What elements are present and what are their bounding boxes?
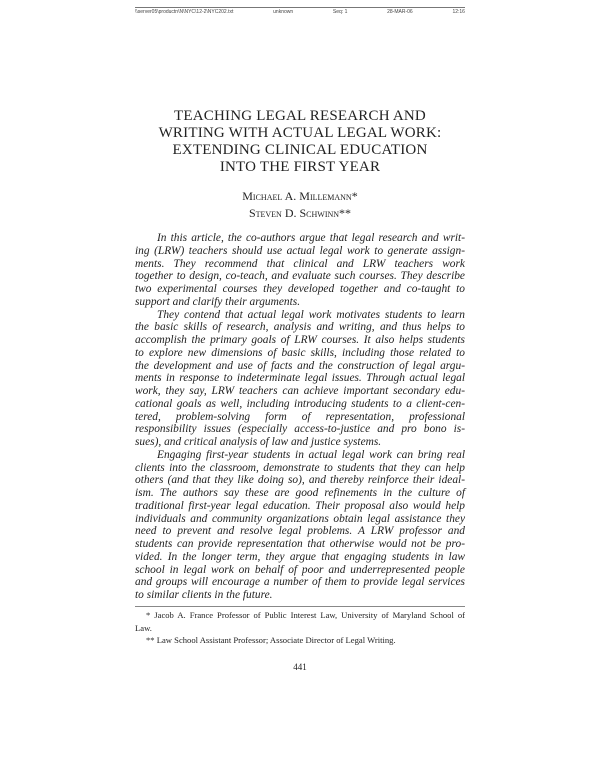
abstract-line: Engaging first-year students in actual legal work can bring real [157, 448, 465, 461]
abstract-line: together to design, co-teach, and evaluate such courses. They describe [135, 270, 465, 283]
running-header [135, 7, 465, 15]
authors [100, 188, 500, 222]
abstract-line: vided. In the longer term, they argue that engaging students in law [135, 550, 465, 563]
title-line: EXTENDING CLINICAL EDUCATION [172, 142, 428, 158]
time: 12:16 [452, 9, 465, 15]
sequence: Seq: 1 [332, 9, 348, 15]
footnotes [135, 609, 465, 647]
abstract-line: two experimental courses they developed together and co-taught to [135, 283, 465, 295]
abstract-line: sues), and critical analysis of law and justice systems. [135, 436, 382, 448]
footnote-line: Law. [135, 622, 152, 633]
abstract-line: In this article, the co-authors argue that legal research and writ- [157, 232, 465, 244]
abstract-line: students can provide representation that otherwise would not be pro- [135, 538, 465, 550]
date: 28-MAR-06 [387, 9, 413, 15]
footnote-line: * Jacob A. France Professor of Public Interest Law, University of Maryland School of [146, 610, 465, 620]
abstract-line: individuals and community organizations obtain legal assistance they [135, 512, 465, 525]
abstract-line: They contend that actual legal work motivates students to learn [157, 308, 465, 321]
title-line: TEACHING LEGAL RESEARCH AND [174, 108, 426, 124]
abstract-line: cational goals as well, including introducing students to a client-cen- [135, 397, 465, 410]
abstract [135, 232, 465, 602]
title-line: WRITING WITH ACTUAL LEGAL WORK: [158, 125, 442, 141]
abstract-paragraph [135, 309, 465, 449]
footnote-line: ** Law School Assistant Professor; Associate Director of Legal Writing. [146, 635, 396, 645]
status: unknown [273, 9, 294, 15]
abstract-line: ments in response to indeterminate legal issues. Through actual legal [135, 372, 465, 385]
abstract-line: ing (LRW) teachers should use actual legal work to generate assign- [135, 244, 465, 257]
abstract-line: responsibility issues (especially access-to-justice and pro bono is- [135, 423, 465, 436]
abstract-line: others (and that they like doing so), and thereby reinforce their ideal- [135, 474, 465, 487]
abstract-line: ism. The authors say these are good refinements in the culture of [135, 487, 465, 499]
file-path: \\server05\productn\N\NYC\12-2\NYC202.txt [135, 9, 234, 15]
abstract-line: clients into the classroom, demonstrate to students that they can help [135, 461, 465, 474]
abstract-line: accomplish the primary goals of LRW courses. It also helps students [135, 334, 465, 346]
abstract-line: and groups will encourage a number of them to provide legal services [135, 576, 465, 589]
abstract-paragraph [135, 232, 465, 309]
abstract-line: to explore new dimensions of basic skills, including those related to [135, 346, 465, 359]
abstract-paragraph [135, 449, 465, 602]
page-number: 441 [293, 662, 307, 672]
abstract-line: support and clarify their arguments. [135, 295, 301, 308]
footnote-divider [135, 606, 465, 607]
abstract-line: ments. They recommend that clinical and LRW teachers work [135, 257, 465, 270]
abstract-line: the basic skills of research, analysis and writing, and thus helps to [135, 321, 465, 334]
abstract-line: traditional first-year legal education. Their proposal also would help [135, 499, 465, 512]
author: Steven D. Schwinn** [248, 206, 352, 220]
abstract-line: the development and use of facts and the construction of legal argu- [135, 359, 465, 372]
author: Michael A. Millemann* [242, 189, 358, 203]
abstract-line: school in legal work on behalf of poor and underrepresented people [135, 563, 465, 576]
abstract-line: work, they say, LRW teachers can achieve important secondary edu- [135, 385, 465, 397]
title-line: INTO THE FIRST YEAR [219, 159, 381, 175]
abstract-line: to similar clients in the future. [135, 589, 273, 601]
abstract-line: tered, problem-solving form of representation, professional [135, 410, 465, 423]
abstract-line: need to prevent and resolve legal problems. A LRW professor and [135, 525, 465, 538]
article-title [100, 108, 500, 176]
